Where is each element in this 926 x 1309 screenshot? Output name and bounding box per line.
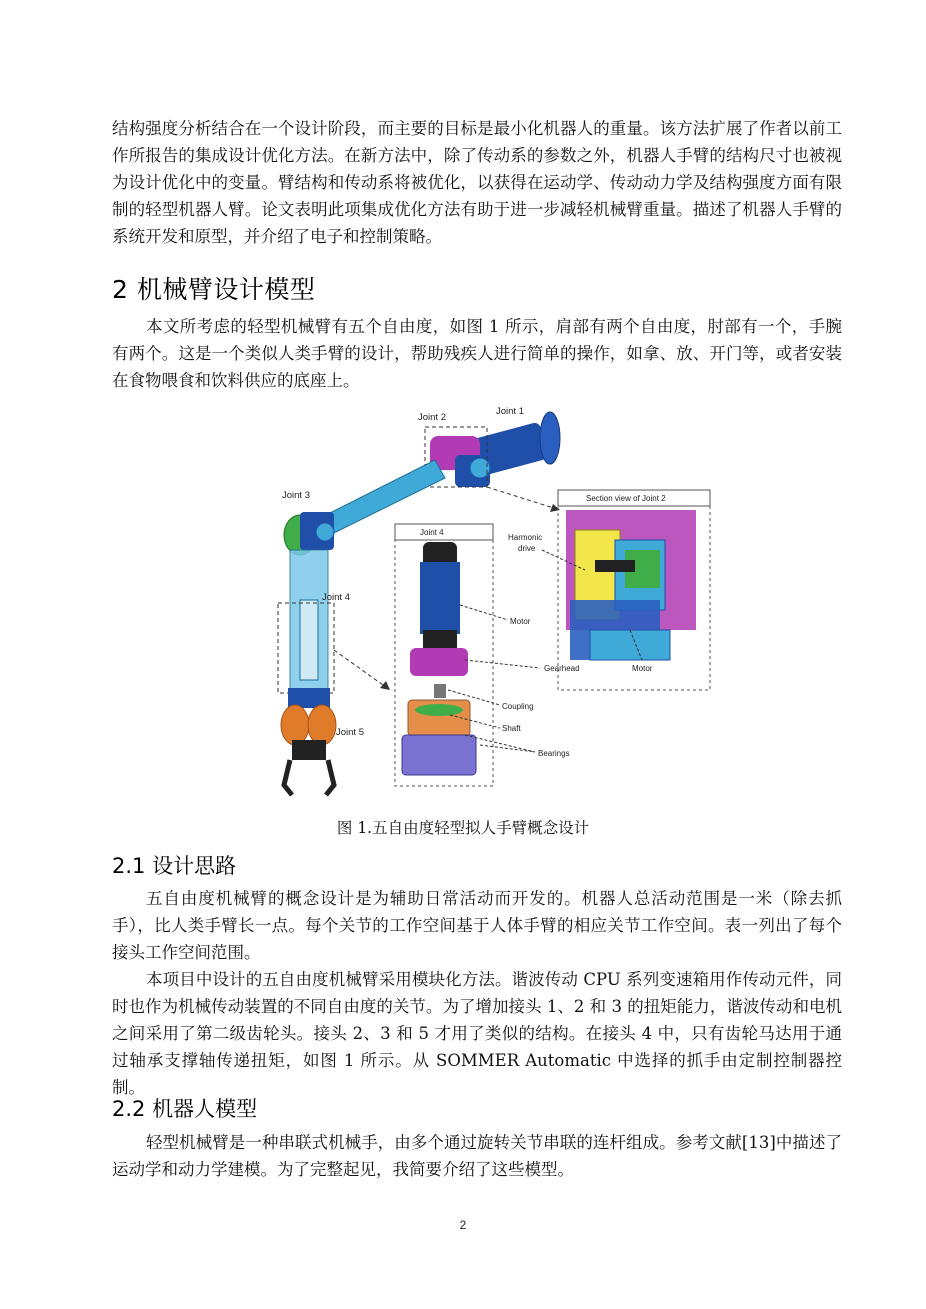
section-2-paragraph: 本文所考虑的轻型机械臂有五个自由度，如图 1 所示，肩部有两个自由度，肘部有一个，手腕有两个。这是一个类似人类手臂的设计，帮助残疾人进行简单的操作，如拿、放、开门等，或者安装在食物喂食和饮料供应的底座上。	[112, 317, 842, 390]
label-joint-5: Joint 5	[336, 727, 364, 738]
section-2-1-paragraph-2: 本项目中设计的五自由度机械臂采用模块化方法。谐波传动 CPU 系列变速箱用作传动元件，同时也作为机械传动装置的不同自由度的关节。为了增加接头 1、2 和 3 的扭矩能力，谐波传动和电机之间采用了第二级齿轮头。接头 2、3 和 5 才用了类似的结构。在接头 4 中，只有齿轮马达用于通过轴承支撑轴传递扭矩，如图 1 所示。从 SOMMER Automatic 中选择的抓手由定制控制器控制。	[112, 970, 842, 1097]
intro-paragraph: 结构强度分析结合在一个设计阶段，而主要的目标是最小化机器人的重量。该方法扩展了作者以前工作所报告的集成设计优化方法。在新方法中，除了传动系的参数之外，机器人手臂的结构尺寸也被视为设计优化中的变量。臂结构和传动系将被优化，以获得在运动学、传动动力学及结构强度方面有限制的轻型机器人臂。论文表明此项集成优化方法有助于进一步减轻机械臂重量。描述了机器人手臂的系统开发和原型，并介绍了电子和控制策略。	[112, 119, 842, 246]
section-2-1-paragraph-1: 五自由度机械臂的概念设计是为辅助日常活动而开发的。机器人总活动范围是一米（除去抓手），比人类手臂长一点。每个关节的工作空间基于人体手臂的相应关节工作空间。表一列出了每个接头工作空间范围。	[112, 889, 842, 962]
section-view-drawing	[566, 510, 696, 660]
arrow-joint4	[334, 650, 390, 690]
label-gearhead: Gearhead	[544, 664, 580, 673]
figure-caption: 图 1.五自由度轻型拟人手臂概念设计	[336, 819, 590, 837]
label-joint-1: Joint 1	[496, 406, 524, 417]
arrow-head-joint4	[380, 681, 390, 690]
label-joint-2: Joint 2	[418, 412, 446, 423]
label-motor-a: Motor	[510, 617, 531, 626]
label-harmonic: Harmonic	[508, 533, 543, 542]
figure-1	[270, 400, 715, 805]
section-2-2-paragraph: 轻型机械臂是一种串联式机械手，由多个通过旋转关节串联的连杆组成。参考文献[13]中描述了运动学和动力学建模。为了完整起见，我简要介绍了这些模型。	[112, 1133, 842, 1179]
joint-3-shape	[284, 512, 334, 555]
page-number: 2	[459, 1218, 467, 1232]
label-drive: drive	[518, 544, 536, 553]
label-bearings: Bearings	[538, 749, 570, 758]
label-motor-b: Motor	[632, 664, 653, 673]
joint-4-detail-title-bg	[395, 524, 493, 540]
forearm-inner	[300, 600, 318, 680]
arrow-joint2	[487, 487, 560, 510]
joint-4-motor-assembly	[402, 542, 476, 775]
label-joint-4-box: Joint 4	[420, 528, 444, 537]
label-shaft: Shaft	[502, 724, 521, 733]
joint-5-shape	[281, 688, 336, 795]
label-coupling: Coupling	[502, 702, 534, 711]
section-2-1-heading: 2.1 设计思路	[112, 854, 237, 878]
label-joint-3: Joint 3	[282, 490, 310, 501]
robot-arm-diagram	[270, 400, 715, 805]
label-section-view: Section view of Joint 2	[586, 494, 666, 503]
section-2-2-heading: 2.2 机器人模型	[112, 1097, 258, 1121]
section-2-heading: 2 机械臂设计模型	[112, 275, 316, 304]
label-joint-4: Joint 4	[322, 592, 350, 603]
